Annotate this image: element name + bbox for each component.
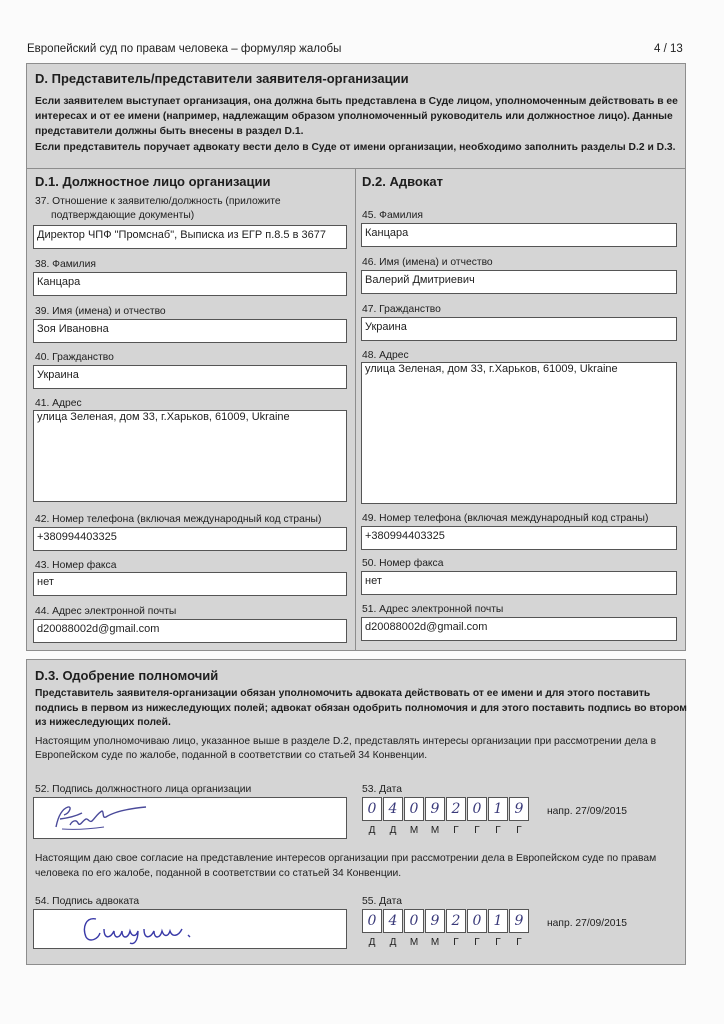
date-letter: Г [495, 825, 501, 836]
f50-label: 50. Номер факса [362, 558, 444, 569]
f53-digit[interactable]: 1 [488, 797, 508, 821]
f37-field[interactable]: Директор ЧПФ "Промснаб", Выписка из ЕГР п.8.5 в 3677 [33, 225, 347, 249]
f55-digit[interactable]: 0 [362, 909, 382, 933]
f51-label: 51. Адрес электронной почты [362, 604, 504, 615]
f44-field[interactable]: d20088002d@gmail.com [33, 619, 347, 643]
date-letter: Г [516, 825, 522, 836]
f47-label: 47. Гражданство [362, 304, 441, 315]
f48-label: 48. Адрес [362, 350, 409, 361]
date-letter: Г [453, 937, 459, 948]
f44-label: 44. Адрес электронной почты [35, 606, 177, 617]
f55-digit[interactable]: 4 [383, 909, 403, 933]
d2-title: D.2. Адвокат [362, 174, 443, 189]
f53-digit[interactable]: 0 [467, 797, 487, 821]
d3-auth-1: Настоящим уполномочиваю лицо, указанное выше в разделе D.2, представлять интересы организации при рассмотрении дела в [35, 736, 657, 747]
f37-label-2: подтверждающие документы) [51, 210, 195, 221]
f50-field[interactable]: нет [361, 571, 677, 595]
f55-digit[interactable]: 9 [425, 909, 445, 933]
f55-digit[interactable]: 2 [446, 909, 466, 933]
section-d-title: D. Представитель/представители заявителя-организации [35, 71, 409, 86]
f53-digit[interactable]: 0 [404, 797, 424, 821]
date-example: напр. 27/09/2015 [547, 806, 627, 817]
f55-label: 55. Дата [362, 896, 402, 907]
f54-signature-field[interactable] [33, 909, 347, 949]
date-letter: М [409, 825, 419, 836]
f40-label: 40. Гражданство [35, 352, 114, 363]
f45-label: 45. Фамилия [362, 210, 423, 221]
f53-digit[interactable]: 9 [509, 797, 529, 821]
date-letter: Г [474, 825, 480, 836]
f39-label: 39. Имя (имена) и отчество [35, 306, 166, 317]
date-letter: М [409, 937, 419, 948]
f47-field[interactable]: Украина [361, 317, 677, 341]
f43-field[interactable]: нет [33, 572, 347, 596]
f48-field[interactable]: улица Зеленая, дом 33, г.Харьков, 61009, Ukraine [361, 362, 677, 504]
f53-digit[interactable]: 2 [446, 797, 466, 821]
f53-digit[interactable]: 9 [425, 797, 445, 821]
f51-field[interactable]: d20088002d@gmail.com [361, 617, 677, 641]
d3-consent-1: Настоящим даю свое согласие на представление интересов организации при рассмотрении дела в Европейском суде по правам [35, 853, 657, 864]
d3-auth-2: Европейском суде по жалобе, поданной в соответствии со статьей 34 Конвенции. [35, 750, 428, 761]
f38-field[interactable]: Канцара [33, 272, 347, 296]
section-d-intro-1: Если заявителем выступает организация, она должна быть представлена в Суде лицом, уполномоченным действовать в ее [35, 96, 678, 107]
f53-label: 53. Дата [362, 784, 402, 795]
section-d-intro-4: Если представитель поручает адвокату вести дело в Суде от имени организации, необходимо заполнить разделы D.2 и D.3. [35, 142, 676, 153]
f46-label: 46. Имя (имена) и отчество [362, 257, 493, 268]
section-d-intro-2: интересах и от ее имени (например, надлежащим образом уполномоченный руководитель или должностное лицо). Данные [35, 111, 673, 122]
date-letter: Г [474, 937, 480, 948]
f43-label: 43. Номер факса [35, 560, 117, 571]
f40-field[interactable]: Украина [33, 365, 347, 389]
official-signature [46, 799, 166, 837]
form-title: Европейский суд по правам человека – формуляр жалобы [27, 43, 342, 55]
d3-title: D.3. Одобрение полномочий [35, 668, 219, 683]
f49-label: 49. Номер телефона (включая международный код страны) [362, 513, 649, 524]
f39-field[interactable]: Зоя Ивановна [33, 319, 347, 343]
d3-consent-2: человека по его жалобе, поданной в соответствии со статьей 34 Конвенции. [35, 868, 402, 879]
section-d-intro-3: представители должны быть внесены в раздел D.1. [35, 126, 304, 137]
page-number: 4 / 13 [654, 43, 683, 55]
f52-label: 52. Подпись должностного лица организации [35, 784, 252, 795]
date-letter: Д [389, 937, 397, 948]
date-letter: М [430, 937, 440, 948]
d1-title: D.1. Должностное лицо организации [35, 174, 271, 189]
f45-field[interactable]: Канцара [361, 223, 677, 247]
f55-digit[interactable]: 9 [509, 909, 529, 933]
date-letter: Д [389, 825, 397, 836]
f37-label: 37. Отношение к заявителю/должность (приложите [35, 196, 281, 207]
d3-bold-3: из нижеследующих полей. [35, 717, 171, 728]
f41-label: 41. Адрес [35, 398, 82, 409]
f52-signature-field[interactable] [33, 797, 347, 839]
date-letter: М [430, 825, 440, 836]
section-d-divider [26, 168, 686, 169]
f55-digit[interactable]: 0 [467, 909, 487, 933]
date-letter: Г [516, 937, 522, 948]
f41-field[interactable]: улица Зеленая, дом 33, г.Харьков, 61009, Ukraine [33, 410, 347, 502]
f55-digit[interactable]: 1 [488, 909, 508, 933]
column-divider [355, 168, 356, 651]
date-letter: Д [368, 937, 376, 948]
f54-label: 54. Подпись адвоката [35, 896, 140, 907]
d3-bold-2: подпись в первом из нижеследующих полей; адвокат обязан одобрить полномочия и для этого поставить подпись во втором [35, 703, 687, 714]
f53-digit[interactable]: 0 [362, 797, 382, 821]
date-letter: Д [368, 825, 376, 836]
f55-digit[interactable]: 0 [404, 909, 424, 933]
f53-digit[interactable]: 4 [383, 797, 403, 821]
date-letter: Г [453, 825, 459, 836]
f38-label: 38. Фамилия [35, 259, 96, 270]
date-letter: Г [495, 937, 501, 948]
f42-label: 42. Номер телефона (включая международный код страны) [35, 514, 322, 525]
f46-field[interactable]: Валерий Дмитриевич [361, 270, 677, 294]
f49-field[interactable]: +380994403325 [361, 526, 677, 550]
d3-bold-1: Представитель заявителя-организации обязан уполномочить адвоката действовать от ее имени и для этого поставить [35, 688, 651, 699]
f42-field[interactable]: +380994403325 [33, 527, 347, 551]
date-example: напр. 27/09/2015 [547, 918, 627, 929]
lawyer-signature [74, 911, 244, 947]
